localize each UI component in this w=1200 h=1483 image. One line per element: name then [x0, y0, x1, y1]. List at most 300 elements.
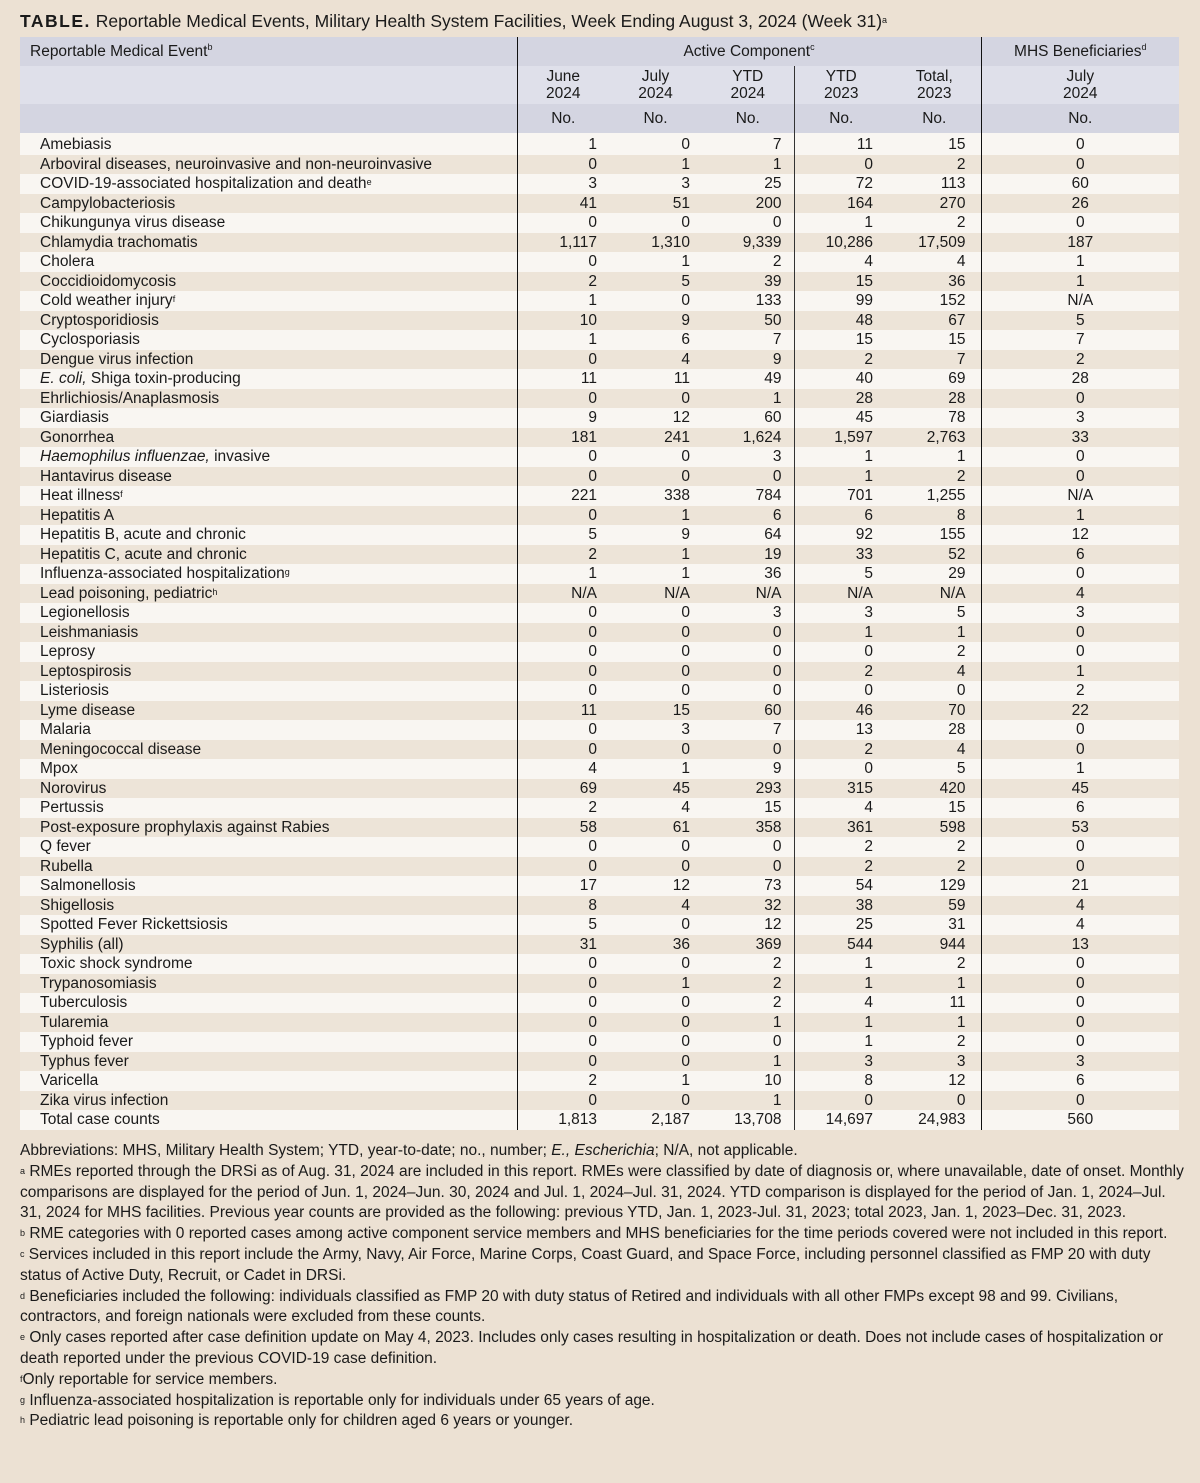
count-cell: 0: [981, 720, 1179, 740]
event-name: Pertussis: [20, 798, 517, 818]
count-cell: 0: [981, 155, 1179, 175]
count-cell: 3: [981, 603, 1179, 623]
count-cell: 1,255: [888, 486, 981, 506]
table-row: [20, 915, 1179, 935]
count-cell: 0: [609, 623, 702, 643]
count-cell: 0: [702, 662, 794, 682]
count-cell: 0: [702, 857, 794, 877]
count-cell: 0: [794, 1091, 888, 1111]
count-cell: 4: [794, 252, 888, 272]
table-row: [20, 506, 1179, 526]
count-cell: 361: [794, 818, 888, 838]
count-cell: 0: [609, 954, 702, 974]
event-name: Tuberculosis: [20, 993, 517, 1013]
count-cell: 73: [702, 876, 794, 896]
count-cell: 1: [609, 1071, 702, 1091]
table-row: [20, 662, 1179, 682]
count-cell: 0: [517, 1013, 609, 1033]
count-cell: 1: [702, 155, 794, 175]
count-cell: 2: [517, 545, 609, 565]
count-cell: 69: [517, 779, 609, 799]
count-cell: 9: [517, 408, 609, 428]
count-cell: 0: [517, 837, 609, 857]
count-cell: N/A: [702, 584, 794, 604]
count-cell: 4: [517, 759, 609, 779]
count-cell: 24,983: [888, 1110, 981, 1130]
count-cell: 2: [981, 350, 1179, 370]
event-name: Haemophilus influenzae, invasive: [20, 447, 517, 467]
count-cell: 0: [609, 642, 702, 662]
count-cell: 0: [609, 993, 702, 1013]
count-cell: 0: [888, 681, 981, 701]
count-cell: 598: [888, 818, 981, 838]
count-cell: 2: [888, 155, 981, 175]
count-cell: 1,117: [517, 233, 609, 253]
count-cell: 26: [981, 194, 1179, 214]
count-cell: 9: [609, 525, 702, 545]
table-row: [20, 311, 1179, 331]
count-cell: 0: [609, 662, 702, 682]
count-cell: 2: [888, 954, 981, 974]
event-column-header: Reportable Medical Event$^b$: [20, 37, 517, 66]
count-cell: 12: [981, 525, 1179, 545]
event-name: Typhus fever: [20, 1052, 517, 1072]
count-cell: 544: [794, 935, 888, 955]
table-row: [20, 291, 1179, 311]
count-cell: 0: [517, 623, 609, 643]
event-name: Coccidioidomycosis: [20, 272, 517, 292]
count-cell: 13: [981, 935, 1179, 955]
count-cell: 3: [517, 174, 609, 194]
event-name: Lead poisoning, pediatric$^h$: [20, 584, 517, 604]
count-cell: 1: [609, 252, 702, 272]
count-cell: 0: [609, 447, 702, 467]
table-row: [20, 837, 1179, 857]
count-cell: 10,286: [794, 233, 888, 253]
count-cell: 1: [794, 954, 888, 974]
table-row: [20, 194, 1179, 214]
table-row: [20, 701, 1179, 721]
count-cell: 0: [981, 642, 1179, 662]
count-cell: 0: [609, 740, 702, 760]
count-cell: 70: [888, 701, 981, 721]
count-cell: 2: [888, 1032, 981, 1052]
count-cell: 0: [517, 974, 609, 994]
count-cell: 15: [702, 798, 794, 818]
count-cell: 701: [794, 486, 888, 506]
footnote-g: $^g$ Influenza-associated hospitalization is reportable only for individuals under 65 years of age.: [20, 1391, 655, 1409]
table-row: [20, 467, 1179, 487]
event-name: Total case counts: [20, 1110, 517, 1130]
count-cell: 0: [981, 1032, 1179, 1052]
table-title-text: Reportable Medical Events, Military Health System Facilities, Week Ending August 3, 2024 (Week 31): [95, 11, 883, 31]
period-header-june-2024: June 2024: [517, 66, 609, 104]
count-cell: 49: [702, 369, 794, 389]
count-cell: 54: [794, 876, 888, 896]
count-cell: 0: [517, 993, 609, 1013]
count-cell: 0: [981, 837, 1179, 857]
count-cell: 7: [888, 350, 981, 370]
count-cell: 358: [702, 818, 794, 838]
count-cell: 0: [517, 603, 609, 623]
period-header-mhs-july-2024: July 2024: [981, 66, 1179, 104]
count-cell: 9: [609, 311, 702, 331]
count-cell: 52: [888, 545, 981, 565]
count-cell: 944: [888, 935, 981, 955]
count-cell: 3: [981, 408, 1179, 428]
count-cell: 155: [888, 525, 981, 545]
count-cell: 2: [888, 837, 981, 857]
count-cell: 3: [888, 1052, 981, 1072]
count-cell: 7: [981, 330, 1179, 350]
count-cell: 0: [981, 623, 1179, 643]
count-cell: 2: [702, 993, 794, 1013]
table-row: [20, 1071, 1179, 1091]
count-cell: 3: [981, 1052, 1179, 1072]
table-row: [20, 681, 1179, 701]
count-cell: 0: [702, 642, 794, 662]
count-cell: 4: [794, 993, 888, 1013]
count-cell: 11: [794, 133, 888, 155]
event-name: Spotted Fever Rickettsiosis: [20, 915, 517, 935]
count-cell: 3: [702, 603, 794, 623]
count-cell: 36: [888, 272, 981, 292]
count-cell: 22: [981, 701, 1179, 721]
table-row: [20, 133, 1179, 155]
count-cell: 0: [702, 623, 794, 643]
count-cell: N/A: [981, 291, 1179, 311]
count-cell: 1,597: [794, 428, 888, 448]
count-cell: 60: [702, 701, 794, 721]
count-cell: N/A: [517, 584, 609, 604]
count-cell: 3: [609, 720, 702, 740]
table-row: [20, 330, 1179, 350]
count-cell: 2,763: [888, 428, 981, 448]
count-cell: 29: [888, 564, 981, 584]
count-cell: 2: [794, 740, 888, 760]
count-cell: 0: [517, 467, 609, 487]
count-cell: 9: [702, 350, 794, 370]
count-cell: 1: [609, 759, 702, 779]
event-name: Typhoid fever: [20, 1032, 517, 1052]
table-row: [20, 993, 1179, 1013]
count-cell: 25: [702, 174, 794, 194]
count-cell: 0: [517, 857, 609, 877]
table-row: [20, 720, 1179, 740]
count-cell: 200: [702, 194, 794, 214]
table-row: [20, 954, 1179, 974]
count-cell: 15: [888, 798, 981, 818]
footnote-a: $^a$ RMEs reported through the DRSi as of Aug. 31, 2024 are included in this report. RMEs were classified by date of diagnosis or, where unavailable, date of onset. Monthly comparisons are displayed for the period of Jun. 1, 2024–Jun. 30, 2024 and Jul. 1, 2024–Jul. 31, 2024. YTD comparison is displayed for the period of Jan. 1, 2024–Jul. 31, 2024 for MHS facilities. Previous year counts are provided as the following: previous YTD, Jan. 1, 2023-Jul. 31, 2023; total 2023, Jan. 1, 2023–Dec. 31, 2023.: [20, 1162, 1184, 1222]
table-row: [20, 408, 1179, 428]
event-name: Post-exposure prophylaxis against Rabies: [20, 818, 517, 838]
event-name: Tularemia: [20, 1013, 517, 1033]
count-cell: N/A: [794, 584, 888, 604]
event-name: Toxic shock syndrome: [20, 954, 517, 974]
count-cell: 12: [702, 915, 794, 935]
count-cell: 2: [888, 467, 981, 487]
count-cell: 1: [794, 213, 888, 233]
count-cell: 2: [794, 837, 888, 857]
count-cell: 0: [981, 954, 1179, 974]
count-cell: 14,697: [794, 1110, 888, 1130]
event-name: Q fever: [20, 837, 517, 857]
event-name: Dengue virus infection: [20, 350, 517, 370]
count-cell: 6: [702, 506, 794, 526]
mhs-beneficiaries-header: MHS Beneficiaries$^d$: [981, 37, 1179, 66]
count-cell: 0: [981, 213, 1179, 233]
count-cell: 17: [517, 876, 609, 896]
footnote-c: $^c$ Services included in this report include the Army, Navy, Air Force, Marine Corps, Coast Guard, and Space Force, including personnel classified as FMP 20 with duty status of Active Duty, Recruit, or Cadet in DRSi.: [20, 1245, 1151, 1284]
count-cell: 11: [517, 369, 609, 389]
event-name: COVID-19-associated hospitalization and death$^e$: [20, 174, 517, 194]
count-cell: 59: [888, 896, 981, 916]
count-cell: 2: [888, 642, 981, 662]
table-body: [20, 133, 1179, 1130]
count-cell: 21: [981, 876, 1179, 896]
event-name: Listeriosis: [20, 681, 517, 701]
count-cell: 4: [609, 798, 702, 818]
event-name: Varicella: [20, 1071, 517, 1091]
count-cell: 4: [794, 798, 888, 818]
count-cell: 0: [702, 681, 794, 701]
count-cell: 2: [702, 252, 794, 272]
count-cell: 28: [981, 369, 1179, 389]
count-cell: 3: [794, 603, 888, 623]
count-cell: 45: [794, 408, 888, 428]
count-cell: 0: [517, 350, 609, 370]
count-cell: 6: [794, 506, 888, 526]
count-cell: 10: [702, 1071, 794, 1091]
count-cell: 33: [981, 428, 1179, 448]
table-row: [20, 155, 1179, 175]
count-cell: 0: [981, 740, 1179, 760]
event-name: Arboviral diseases, neuroinvasive and non-neuroinvasive: [20, 155, 517, 175]
count-cell: 5: [888, 759, 981, 779]
count-cell: 0: [517, 389, 609, 409]
table-title: [20, 9, 1190, 33]
count-cell: 0: [517, 213, 609, 233]
count-cell: 181: [517, 428, 609, 448]
count-cell: 1,624: [702, 428, 794, 448]
count-cell: 2: [702, 974, 794, 994]
count-cell: 1: [609, 974, 702, 994]
count-cell: 129: [888, 876, 981, 896]
count-cell: 5: [609, 272, 702, 292]
count-cell: 0: [517, 740, 609, 760]
count-cell: 28: [888, 720, 981, 740]
count-cell: 4: [981, 896, 1179, 916]
active-component-header: Active Component$^c$: [517, 37, 981, 66]
period-header-ytd-2024: YTD 2024: [702, 66, 794, 104]
table-row: [20, 545, 1179, 565]
event-name: Trypanosomiasis: [20, 974, 517, 994]
table-row: [20, 740, 1179, 760]
event-name: Zika virus infection: [20, 1091, 517, 1111]
count-cell: 5: [794, 564, 888, 584]
count-cell: 1: [609, 506, 702, 526]
abbreviations-note: Abbreviations: MHS, Military Health System; YTD, year-to-date; no., number; E., Escherichia; N/A, not applicable.: [20, 1142, 798, 1159]
count-cell: 0: [517, 681, 609, 701]
table-container: [20, 37, 1179, 1130]
count-cell: 0: [517, 1052, 609, 1072]
count-cell: 2: [888, 213, 981, 233]
count-cell: 45: [981, 779, 1179, 799]
title-footnote-mark: a: [882, 15, 888, 25]
table-row: [20, 876, 1179, 896]
count-cell: 39: [702, 272, 794, 292]
count-cell: 25: [794, 915, 888, 935]
count-cell: 0: [794, 759, 888, 779]
count-cell: 1: [702, 1013, 794, 1033]
count-cell: 1: [981, 506, 1179, 526]
count-cell: 0: [609, 915, 702, 935]
count-cell: 33: [794, 545, 888, 565]
event-name: Hepatitis C, acute and chronic: [20, 545, 517, 565]
count-cell: 31: [517, 935, 609, 955]
event-name: Leishmaniasis: [20, 623, 517, 643]
count-cell: 0: [609, 1052, 702, 1072]
count-cell: 1: [702, 1091, 794, 1111]
count-cell: 60: [702, 408, 794, 428]
count-cell: 2: [794, 857, 888, 877]
count-cell: 0: [794, 642, 888, 662]
count-cell: 164: [794, 194, 888, 214]
unit-label: No.: [609, 104, 702, 133]
count-cell: 38: [794, 896, 888, 916]
count-cell: 0: [609, 1091, 702, 1111]
table-row: [20, 798, 1179, 818]
table-row: [20, 584, 1179, 604]
count-cell: 0: [888, 1091, 981, 1111]
count-cell: 1: [794, 1013, 888, 1033]
count-cell: 241: [609, 428, 702, 448]
event-name: Lyme disease: [20, 701, 517, 721]
count-cell: 8: [888, 506, 981, 526]
count-cell: 0: [981, 1091, 1179, 1111]
count-cell: 1: [702, 389, 794, 409]
count-cell: 0: [517, 662, 609, 682]
table-row: [20, 252, 1179, 272]
count-cell: 1: [794, 1032, 888, 1052]
count-cell: 1: [609, 545, 702, 565]
count-cell: 41: [517, 194, 609, 214]
count-cell: 0: [981, 447, 1179, 467]
count-cell: 8: [794, 1071, 888, 1091]
count-cell: 15: [794, 330, 888, 350]
event-name: Legionellosis: [20, 603, 517, 623]
count-cell: 4: [888, 740, 981, 760]
event-name: Amebiasis: [20, 133, 517, 155]
count-cell: 1: [888, 1013, 981, 1033]
count-cell: N/A: [609, 584, 702, 604]
count-cell: 784: [702, 486, 794, 506]
count-cell: 36: [702, 564, 794, 584]
footnote-b: $^b$ RME categories with 0 reported cases among active component service members and MHS beneficiaries for the time periods covered were not included in this report.: [20, 1225, 1168, 1243]
count-cell: 64: [702, 525, 794, 545]
count-cell: 19: [702, 545, 794, 565]
event-header-spacer: [20, 66, 517, 104]
count-cell: 32: [702, 896, 794, 916]
count-cell: 1: [888, 447, 981, 467]
event-name: Rubella: [20, 857, 517, 877]
count-cell: 0: [609, 857, 702, 877]
table-row: [20, 350, 1179, 370]
count-cell: 1: [981, 759, 1179, 779]
count-cell: 7: [702, 330, 794, 350]
count-cell: 12: [888, 1071, 981, 1091]
count-cell: 0: [517, 642, 609, 662]
count-cell: 31: [888, 915, 981, 935]
count-cell: 270: [888, 194, 981, 214]
count-cell: 0: [609, 837, 702, 857]
count-cell: 0: [609, 389, 702, 409]
count-cell: 13,708: [702, 1110, 794, 1130]
count-cell: 0: [517, 720, 609, 740]
count-cell: 72: [794, 174, 888, 194]
table-label: TABLE.: [20, 11, 91, 31]
count-cell: N/A: [888, 584, 981, 604]
table-row: [20, 213, 1179, 233]
event-name: Norovirus: [20, 779, 517, 799]
count-cell: 0: [517, 1091, 609, 1111]
event-name: Salmonellosis: [20, 876, 517, 896]
count-cell: 48: [794, 311, 888, 331]
event-name: Shigellosis: [20, 896, 517, 916]
count-cell: 10: [517, 311, 609, 331]
count-cell: 6: [981, 798, 1179, 818]
unit-label: No.: [702, 104, 794, 133]
count-cell: 0: [517, 954, 609, 974]
count-cell: 28: [888, 389, 981, 409]
footnote-d: $^d$ Beneficiaries included the following: individuals classified as FMP 20 with duty status of Retired and individuals with all other FMPs except 98 and 99. Civilians, contractors, and foreign nationals were excluded from these counts.: [20, 1287, 1119, 1326]
event-name: Hepatitis A: [20, 506, 517, 526]
table-row: [20, 1013, 1179, 1033]
table-row: [20, 896, 1179, 916]
count-cell: N/A: [981, 486, 1179, 506]
count-cell: 5: [517, 915, 609, 935]
count-cell: 46: [794, 701, 888, 721]
table-row: [20, 974, 1179, 994]
count-cell: 2: [794, 350, 888, 370]
count-cell: 369: [702, 935, 794, 955]
count-cell: 9,339: [702, 233, 794, 253]
table-row: [20, 603, 1179, 623]
count-cell: 61: [609, 818, 702, 838]
count-cell: 0: [517, 155, 609, 175]
count-cell: 187: [981, 233, 1179, 253]
count-cell: 560: [981, 1110, 1179, 1130]
footnotes: [20, 1141, 1185, 1432]
count-cell: 12: [609, 408, 702, 428]
event-name: Ehrlichiosis/Anaplasmosis: [20, 389, 517, 409]
count-cell: 0: [517, 1032, 609, 1052]
table-row: [20, 174, 1179, 194]
count-cell: 1: [888, 623, 981, 643]
count-cell: 15: [888, 330, 981, 350]
count-cell: 0: [981, 467, 1179, 487]
event-name: Cholera: [20, 252, 517, 272]
count-cell: 0: [981, 133, 1179, 155]
count-cell: 0: [702, 213, 794, 233]
count-cell: 69: [888, 369, 981, 389]
count-cell: 0: [517, 447, 609, 467]
count-cell: 9: [702, 759, 794, 779]
unit-label: No.: [888, 104, 981, 133]
count-cell: 1: [517, 564, 609, 584]
table-row: [20, 818, 1179, 838]
event-name: Cyclosporiasis: [20, 330, 517, 350]
